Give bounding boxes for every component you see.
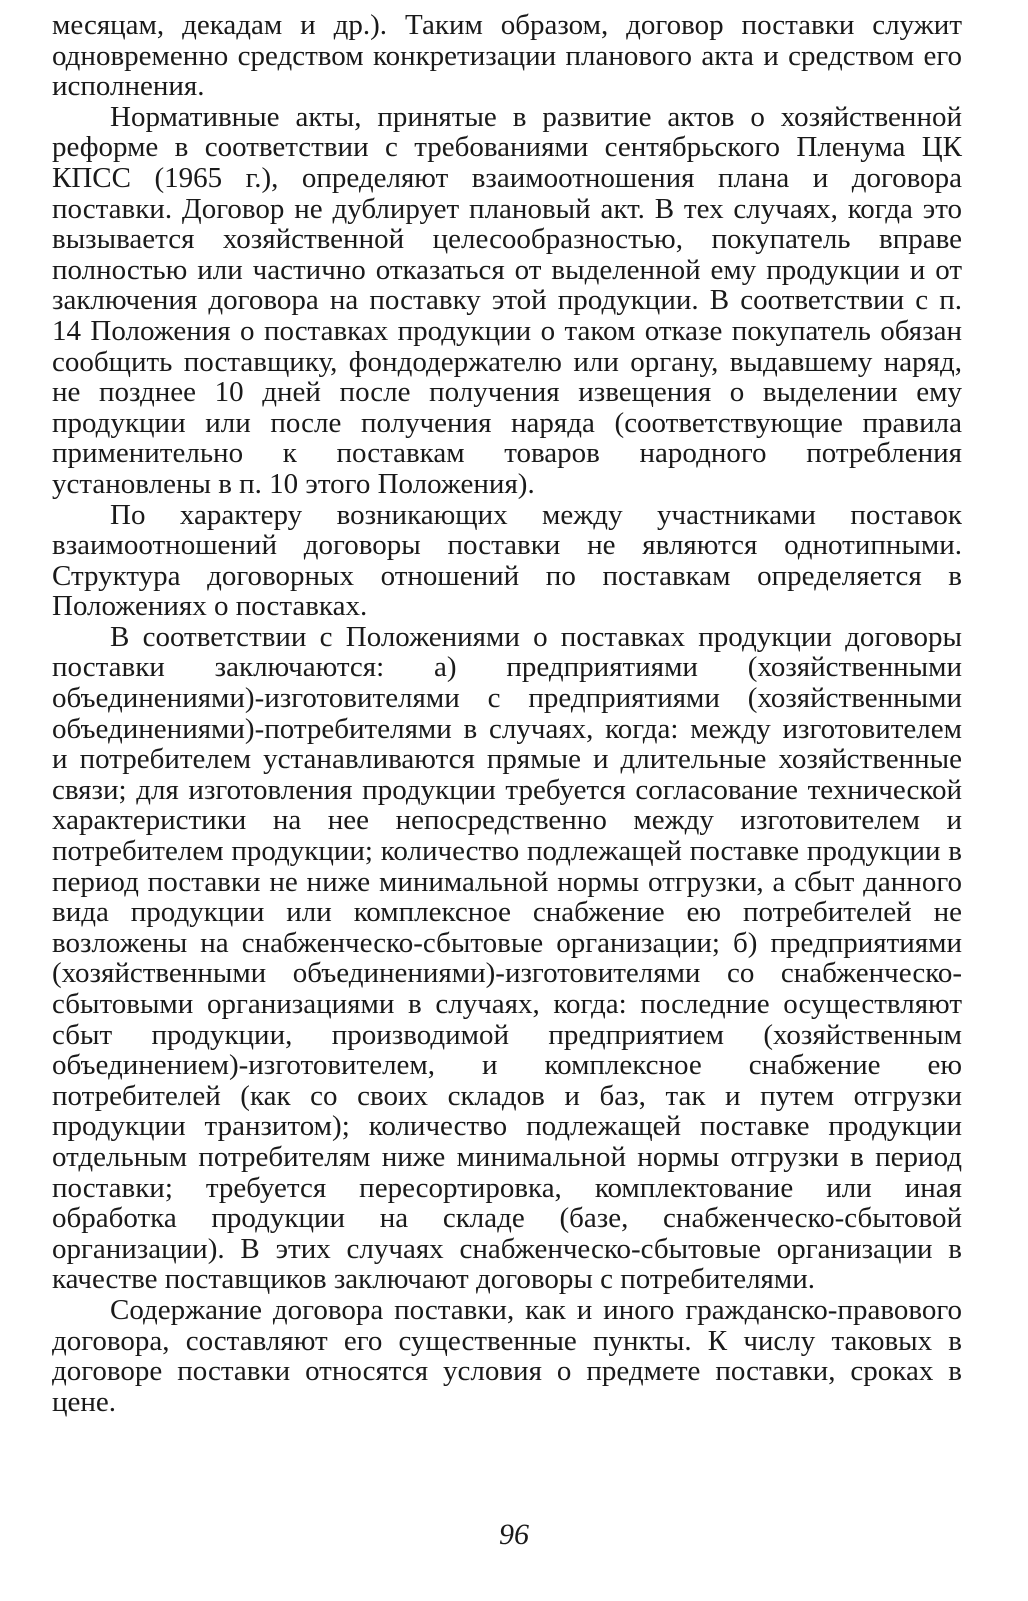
paragraph-2: Нормативные акты, принятые в развитие актов о хозяйственной реформе в соответствии с требованиями сентябрьского Пленума ЦК КПСС (1965 г.), определяют взаимоотношения плана и договора поставки. Договор не дублирует плановый акт. В тех случаях, когда это вызывается хозяйственной целесообразностью, покупатель вправе полностью или частично отказаться от выделенной ему продукции и от заключения договора на поставку этой продукции. В соответствии с п. 14 Положения о поставках продукции о таком отказе покупатель обязан сообщить поставщику, фондодержателю или органу, выдавшему наряд, не позднее 10 дней после получения извещения о выделении ему продукции или после получения наряда (соответствующие правила применительно к поставкам товаров народного потребления установлены в п. 10 этого Положения). [52,100,962,500]
paragraph-5: Содержание договора поставки, как и иного гражданско-правового договора, составляют его существенные пункты. К числу таковых в договоре поставки относятся условия о предмете поставки, сроках в цене. [52,1293,962,1418]
paragraph-1: месяцам, декадам и др.). Таким образом, договор поставки служит одновременно средством конкретизации планового акта и средством его исполнения. [52,9,962,103]
page-body [52,10,962,1417]
paragraph-3: По характеру возникающих между участниками поставок взаимоотношений договоры поставки не являются однотипными. Структура договорных отношений по поставкам определяется в Положениях о поставках. [52,498,962,623]
paragraph-4: В соответствии с Положениями о поставках продукции договоры поставки заключаются: а) предприятиями (хозяйственными объединениями)-изготовителями с предприятиями (хозяйственными объединениями)-потребителями в случаях, когда: между изготовителем и потребителем устанавливаются прямые и длительные хозяйственные связи; для изготовления продукции требуется согласование технической характеристики на нее непосредственно между изготовителем и потребителем продукции; количество подлежащей поставке продукции в период поставки не ниже минимальной нормы отгрузки, а сбыт данного вида продукции или комплексное снабжение ею потребителей не возложены на снабженческо-сбытовые организации; б) предприятиями (хозяйственными объединениями)-изготовителями со снабженческо-сбытовыми организациями в случаях, когда: последние осуществляют сбыт продукции, производимой предприятием (хозяйственным объединением)-изготовителем, и комплексное снабжение ею потребителей (как со своих складов и баз, так и путем отгрузки продукции транзитом); количество подлежащей поставке продукции отдельным потребителям ниже минимальной нормы отгрузки в период поставки; требуется пересортировка, комплектование или иная обработка продукции на складе (базе, снабженческо-сбытовой организации). В этих случаях снабженческо-сбытовые организации в качестве поставщиков заключают договоры с потребителями. [52,620,962,1296]
page-number: 96 [499,1518,529,1551]
